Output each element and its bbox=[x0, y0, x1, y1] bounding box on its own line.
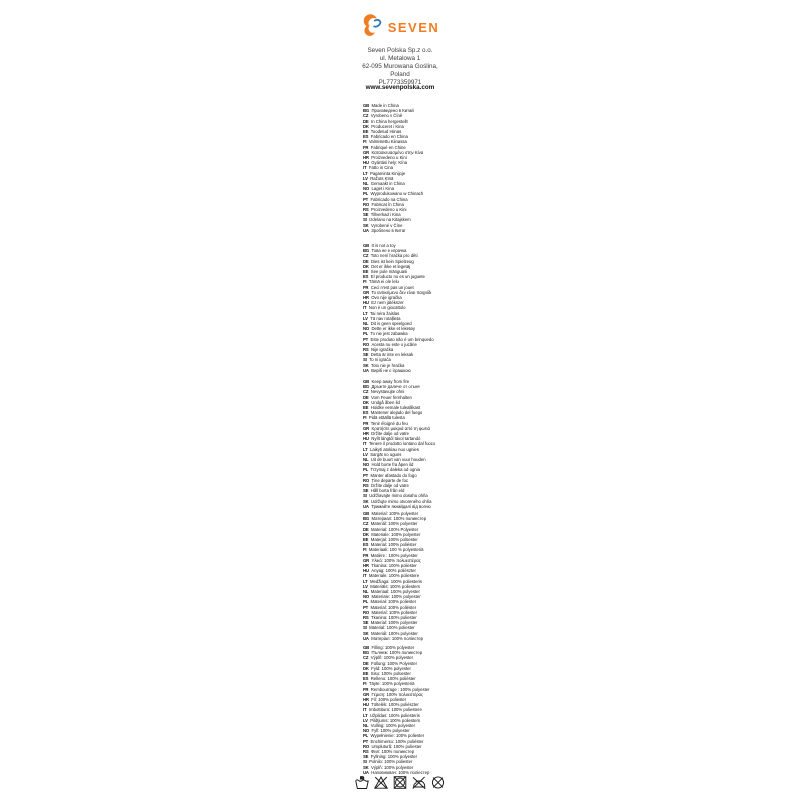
language-code: SK bbox=[363, 764, 369, 770]
label-text: Γέμιση: 100% πολυεστέρας bbox=[371, 691, 424, 697]
label-text: Тримайте якнайдалі від вогню bbox=[371, 503, 431, 509]
label-text: Sargāt no uguns bbox=[370, 451, 402, 457]
label-text: Ez nem játékszer bbox=[371, 300, 404, 306]
language-code: NL bbox=[363, 589, 369, 595]
address-line: 62-095 Murowana Goślina, bbox=[362, 62, 438, 70]
label-text: Matière : 100% polyester bbox=[370, 552, 418, 558]
language-code: PL bbox=[363, 599, 369, 605]
language-code: FI bbox=[363, 547, 367, 553]
label-text: Izdelano na Kitajskem bbox=[369, 217, 411, 223]
label-text: Material: 100% polyester bbox=[371, 511, 419, 516]
label-text: Materiał: 100% poliester bbox=[370, 599, 417, 605]
label-text: Produceret i Kina bbox=[371, 123, 404, 129]
language-code: EE bbox=[363, 671, 369, 677]
language-code: ES bbox=[363, 676, 369, 682]
label-text: Пълнеж: 100% полиестер bbox=[371, 650, 423, 656]
language-code: GB bbox=[363, 103, 369, 108]
label-text: Materiāls: 100% poliesters bbox=[370, 583, 421, 589]
language-code: LV bbox=[363, 583, 368, 589]
language-code: NL bbox=[363, 457, 369, 463]
language-code: LT bbox=[363, 310, 368, 316]
label-text: Произведено в Китай bbox=[371, 108, 414, 114]
label-text: Materiál: 100% polyester bbox=[370, 521, 418, 527]
text-block-filling bbox=[363, 645, 473, 775]
language-code: GR bbox=[363, 289, 369, 295]
language-code: FR bbox=[363, 144, 369, 150]
label-text: Material: 100% Polyester bbox=[371, 526, 419, 532]
label-text: Наповнювач: 100% поліестер bbox=[371, 769, 430, 775]
label-text: Това не е играчка bbox=[371, 248, 407, 254]
language-code: IT bbox=[363, 441, 367, 447]
language-code: DK bbox=[363, 531, 369, 537]
language-code: FR bbox=[363, 284, 369, 290]
language-code: NO bbox=[363, 728, 369, 734]
label-text: Material: 100% poliéster bbox=[370, 604, 417, 610]
label-text: Tenir éloigné du feu bbox=[370, 420, 408, 426]
label-text: Fabricado en China bbox=[370, 134, 408, 140]
address-line: ul. Metalowa 1 bbox=[379, 54, 421, 62]
label-text: Sisu: 100% polüester bbox=[370, 671, 411, 677]
hand-wash-icon bbox=[355, 775, 370, 790]
language-code: SI bbox=[363, 357, 367, 363]
label-text: Tai nėra žaislas bbox=[369, 310, 400, 316]
label-text: Tkanina: 100% poliester bbox=[371, 615, 417, 621]
language-code: BG bbox=[363, 384, 369, 390]
label-text: Udržiavajte mimo dosahu ohňa bbox=[369, 493, 428, 499]
label-text: Täyte: 100% polyesteriä bbox=[368, 681, 415, 687]
label-text: Acesta nu este o jucărie bbox=[371, 341, 417, 347]
brand-logo-text: SEVEN bbox=[387, 20, 440, 35]
label-text: Výplň: 100% polyester bbox=[370, 655, 414, 661]
language-code: HU bbox=[363, 300, 369, 306]
language-code: BG bbox=[363, 108, 369, 114]
label-text: Material: 100% poliester bbox=[371, 609, 418, 615]
label-line bbox=[363, 636, 473, 641]
language-code: FI bbox=[363, 415, 367, 421]
language-code: LV bbox=[363, 451, 368, 457]
label-text: Non è un giocattolo bbox=[368, 305, 406, 311]
label-line bbox=[363, 504, 473, 509]
do-not-tumble-dry-icon bbox=[393, 775, 408, 790]
label-text: Gemaakt in China bbox=[370, 181, 405, 187]
do-not-bleach-icon bbox=[374, 775, 389, 790]
language-code: UA bbox=[363, 503, 369, 509]
label-text: Pildījums: 100% poliesters bbox=[370, 717, 421, 723]
label-text: Fyllning: 100% polyester bbox=[370, 754, 418, 760]
label-text: Fabriqué en Chine bbox=[370, 144, 406, 150]
label-text: Vyrobeno v Číně bbox=[370, 113, 403, 119]
label-line bbox=[363, 228, 473, 233]
label-text: Držite dalje od vatre bbox=[371, 483, 409, 489]
language-code: GB bbox=[363, 243, 369, 248]
language-code: NL bbox=[363, 723, 369, 729]
language-code: CZ bbox=[363, 389, 369, 395]
language-code: LV bbox=[363, 175, 368, 181]
language-code: HR bbox=[363, 563, 369, 569]
language-code: RS bbox=[363, 483, 369, 489]
label-text: Κρατήστε μακριά από τη φωτιά bbox=[371, 425, 430, 431]
language-code: NO bbox=[363, 594, 369, 600]
label-text: Proizvedeno u Kini bbox=[371, 207, 407, 213]
label-text: Užpildas: 100% poliesteris bbox=[369, 712, 420, 718]
language-code: SI bbox=[363, 493, 367, 499]
language-code: PT bbox=[363, 472, 369, 478]
language-code: RO bbox=[363, 477, 369, 483]
text-block-made-in-china bbox=[363, 103, 473, 233]
label-text: Υλικό: 100% πολυεστέρας bbox=[371, 557, 421, 563]
label-text: Laget i Kina bbox=[371, 186, 394, 192]
label-text: Tillverkad i Kina bbox=[370, 212, 401, 218]
label-text: Wyprodukowano w Chinach bbox=[370, 191, 424, 197]
language-code: RS bbox=[363, 749, 369, 755]
language-code: SI bbox=[363, 759, 367, 765]
language-code: SE bbox=[363, 212, 369, 218]
language-code: SK bbox=[363, 222, 369, 228]
language-code: GR bbox=[363, 425, 369, 431]
label-text: Tkanina: 100% poliester bbox=[371, 563, 417, 569]
language-code: FR bbox=[363, 686, 369, 692]
language-code: EE bbox=[363, 129, 369, 135]
label-text: Keep away from fire bbox=[371, 379, 410, 384]
language-code: NO bbox=[363, 326, 369, 332]
label-text: Wypełnienie: 100% poliester bbox=[370, 733, 425, 739]
label-text: Udržujte mimo otvoreného ohňa bbox=[371, 498, 432, 504]
language-code: ES bbox=[363, 410, 369, 416]
language-code: BG bbox=[363, 248, 369, 254]
label-text: Nyílt lángtól távol tartandó bbox=[371, 436, 421, 442]
language-code: PT bbox=[363, 738, 369, 744]
address-line: PL7773359971 bbox=[378, 78, 422, 86]
language-code: ES bbox=[363, 274, 369, 280]
label-text: Vom Feuer fernhalten bbox=[371, 394, 412, 400]
language-code: PL bbox=[363, 733, 369, 739]
language-code: FI bbox=[363, 139, 367, 145]
language-code: LT bbox=[363, 446, 368, 452]
label-text: Зроблено в Китаї bbox=[371, 227, 406, 233]
label-text: Trzymaj z daleka od ognia bbox=[370, 467, 420, 473]
language-code: SK bbox=[363, 630, 369, 636]
language-code: IT bbox=[363, 707, 367, 713]
language-code: FR bbox=[363, 420, 369, 426]
label-text: Fabricado na China bbox=[370, 196, 408, 202]
language-code: UA bbox=[363, 227, 369, 233]
language-code: DK bbox=[363, 665, 369, 671]
label-text: Materjal: 100% polüester bbox=[370, 537, 418, 543]
language-code: SE bbox=[363, 352, 369, 358]
language-code: UA bbox=[363, 367, 369, 373]
language-code: GB bbox=[363, 645, 369, 650]
label-text: Vyrobené v Číne bbox=[371, 222, 403, 228]
language-code: HR bbox=[363, 295, 369, 301]
label-text: Tämä ei ole lelu bbox=[368, 279, 399, 285]
language-code: ES bbox=[363, 134, 369, 140]
label-text: Proizvedeno u Kini bbox=[371, 155, 407, 161]
label-text: Enchimento: 100% poliéster bbox=[370, 738, 424, 744]
language-code: BG bbox=[363, 650, 369, 656]
label-text: Filling: 100% polyester bbox=[371, 645, 415, 650]
language-code: NO bbox=[363, 462, 369, 468]
label-text: Manter afastado do fogo bbox=[370, 472, 417, 478]
label-text: Κατασκευασμένο στην Κίνα bbox=[371, 149, 424, 155]
label-text: Detta är inte en leksak bbox=[370, 352, 414, 358]
label-text: Материал: 100% полиестер bbox=[371, 516, 427, 522]
label-text: Fabricat în China bbox=[371, 201, 404, 207]
label-text: Dette er ikke et leketøy bbox=[371, 326, 415, 332]
label-text: Materiaali: 100 % polyesteriä bbox=[368, 547, 424, 553]
label-text: Det er ikke et legetøj bbox=[371, 263, 411, 269]
label-text: Дръжте далече от огъня bbox=[371, 384, 420, 390]
language-code: DE bbox=[363, 526, 369, 532]
label-text: Fyll: 100% polyester bbox=[371, 728, 410, 734]
language-code: EE bbox=[363, 405, 369, 411]
label-text: Vulling: 100% polyester bbox=[370, 723, 416, 729]
language-code: DE bbox=[363, 660, 369, 666]
label-text: Матеріал: 100% поліестер bbox=[371, 635, 424, 641]
label-text: Undgå åben ild bbox=[371, 399, 400, 405]
label-text: Materiál: 100% polyester bbox=[371, 630, 418, 636]
label-text: Toodetud Hiinas bbox=[370, 129, 402, 135]
text-block-material bbox=[363, 511, 473, 641]
language-code: PL bbox=[363, 467, 369, 473]
language-code: SI bbox=[363, 217, 367, 223]
company-website: www.sevenpolska.com bbox=[365, 84, 435, 91]
language-code: CZ bbox=[363, 113, 369, 119]
label-text: Håll borta från eld bbox=[370, 488, 405, 494]
language-code: NL bbox=[363, 321, 369, 327]
language-code: SE bbox=[363, 754, 369, 760]
language-code: FI bbox=[363, 681, 367, 687]
language-code: SK bbox=[363, 362, 369, 368]
language-code: GR bbox=[363, 149, 369, 155]
language-code: HU bbox=[363, 436, 369, 442]
label-text: Hold borte fra åpen ild bbox=[371, 462, 414, 468]
language-code: NO bbox=[363, 186, 369, 192]
label-text: Nije igračka bbox=[371, 347, 394, 353]
label-text: Relleno: 100% poliéster bbox=[370, 676, 416, 682]
label-text: Držite dalje od vatre bbox=[371, 431, 410, 437]
do-not-iron-icon bbox=[412, 775, 427, 790]
language-code: UA bbox=[363, 769, 369, 775]
language-code: DK bbox=[363, 263, 369, 269]
language-code: LT bbox=[363, 170, 368, 176]
label-text: Valmistettu Kiinassa bbox=[368, 139, 407, 145]
label-text: Dies ist kein Spielzeug bbox=[371, 258, 414, 264]
label-text: Nevystavujte ohni bbox=[370, 389, 405, 395]
label-text: Laikyti atokiau nuo ugnies bbox=[369, 446, 419, 452]
label-text: Το αντικείμενο δεν είναι παιχνίδι bbox=[371, 289, 432, 295]
language-code: PT bbox=[363, 604, 369, 610]
label-text: Rembourrage : 100% polyester bbox=[370, 686, 430, 692]
language-code: LT bbox=[363, 712, 368, 718]
language-code: DE bbox=[363, 394, 369, 400]
label-text: Imbottitura: 100% poliestere bbox=[368, 707, 422, 713]
language-code: HR bbox=[363, 697, 369, 703]
language-code: HR bbox=[363, 155, 369, 161]
language-code: DE bbox=[363, 118, 369, 124]
label-text: Medžiaga: 100% poliesteris bbox=[369, 578, 422, 584]
seven-butterfly-logo-icon bbox=[361, 13, 385, 42]
language-code: RO bbox=[363, 609, 369, 615]
label-text: Tenere il prodotto lontano dal fuoco bbox=[368, 441, 436, 447]
company-address bbox=[320, 47, 480, 87]
language-code: RS bbox=[363, 615, 369, 621]
label-text: Materiale: 100% polyester bbox=[371, 594, 421, 600]
text-block-keep-away-from-fire bbox=[363, 379, 473, 509]
label-text: Dit is geen speelgoed bbox=[370, 321, 412, 327]
label-text: Фил: 100% полиестер bbox=[371, 749, 415, 755]
label-text: Výplň: 100% polyester bbox=[371, 764, 414, 770]
label-text: Uit de buurt van vuur houden bbox=[370, 457, 426, 463]
label-text: Material: 100% poliester bbox=[369, 625, 415, 631]
language-code: SK bbox=[363, 498, 369, 504]
language-code: GR bbox=[363, 691, 369, 697]
label-text: Toto není hračka pro děti bbox=[370, 253, 418, 259]
language-code: BG bbox=[363, 516, 369, 522]
label-text: Tā nav rotaļlieta bbox=[370, 315, 401, 321]
language-code: ES bbox=[363, 542, 369, 548]
language-code: FI bbox=[363, 279, 367, 285]
label-text: Made in China bbox=[371, 103, 399, 108]
label-text: Polnilo: 100% poliester bbox=[369, 759, 413, 765]
language-code: RO bbox=[363, 341, 369, 347]
language-code: HU bbox=[363, 568, 369, 574]
label-text: Fyld: 100% polyester bbox=[371, 665, 411, 671]
language-code: PL bbox=[363, 191, 369, 197]
language-code: PT bbox=[363, 336, 369, 342]
language-code: RS bbox=[363, 207, 369, 213]
label-text: Ovo nije igračka bbox=[371, 295, 402, 301]
label-text: In China hergestellt bbox=[371, 118, 408, 124]
label-text: Виріб не є іграшкою bbox=[371, 367, 411, 373]
label-text: Mantener alejado del fuego bbox=[370, 410, 423, 416]
label-text: Umplutură: 100% poliester bbox=[371, 743, 422, 749]
label-text: To ni igrača bbox=[369, 357, 391, 363]
label-text: Fatto in Cina bbox=[368, 165, 393, 171]
address-line: Poland bbox=[390, 70, 410, 78]
language-code: LV bbox=[363, 717, 368, 723]
label-text: Töltelék: 100% poliészter bbox=[371, 702, 419, 708]
language-code: DK bbox=[363, 123, 369, 129]
language-code: SE bbox=[363, 488, 369, 494]
language-code: GB bbox=[363, 379, 369, 384]
language-code: RO bbox=[363, 743, 369, 749]
label-text: Toto nie je hračka bbox=[371, 362, 405, 368]
text-block-not-a-toy bbox=[363, 243, 473, 373]
label-text: Pagaminta Kinijoje bbox=[369, 170, 406, 176]
language-code: FR bbox=[363, 552, 369, 558]
care-symbols-row bbox=[355, 775, 446, 790]
language-code: SE bbox=[363, 620, 369, 626]
label-text: See pole mänguasi bbox=[370, 269, 408, 275]
label-text: Materiaal: 100% polyester bbox=[370, 589, 420, 595]
do-not-dry-clean-icon bbox=[431, 775, 446, 790]
label-text: Pidä etäällä tulesta bbox=[368, 415, 405, 421]
label-text: Ražots Ķīnā bbox=[370, 175, 394, 181]
language-code: IT bbox=[363, 573, 367, 579]
label-text: Hoidke eemale tuleallikast bbox=[370, 405, 421, 411]
label-text: To nie jest zabawka bbox=[370, 331, 408, 337]
label-text: Anyag: 100% poliészter bbox=[371, 568, 416, 574]
language-code: EE bbox=[363, 537, 369, 543]
label-text: Fil: 100% poliester bbox=[371, 697, 407, 703]
label-text: It is not a toy bbox=[371, 243, 396, 248]
language-code: RO bbox=[363, 201, 369, 207]
language-code: UA bbox=[363, 635, 369, 641]
label-text: Füllung: 100% Polyester bbox=[371, 660, 418, 666]
label-text: Ceci n'est pas un jouet bbox=[370, 284, 414, 290]
language-code: HU bbox=[363, 702, 369, 708]
address-line: Seven Polska Sp.z o.o. bbox=[367, 47, 433, 54]
label-text: Material: 100% polyester bbox=[370, 620, 418, 626]
language-code: HU bbox=[363, 160, 369, 166]
language-code: IT bbox=[363, 165, 367, 171]
language-code: CZ bbox=[363, 253, 369, 259]
label-text: Materiale: 100% poliestere bbox=[368, 573, 420, 579]
language-code: GB bbox=[363, 511, 369, 516]
brand-logo bbox=[361, 13, 440, 42]
language-code: CZ bbox=[363, 521, 369, 527]
label-text: El producto no es un juguete bbox=[370, 274, 425, 280]
language-code: PT bbox=[363, 196, 369, 202]
language-code: CZ bbox=[363, 655, 369, 661]
language-code: LV bbox=[363, 315, 368, 321]
language-code: DE bbox=[363, 258, 369, 264]
label-text: Materiale: 100% polyester bbox=[371, 531, 421, 537]
language-code: NL bbox=[363, 181, 369, 187]
language-code: SI bbox=[363, 625, 367, 631]
label-line bbox=[363, 368, 473, 373]
label-text: Material: 100% poliéster bbox=[370, 542, 417, 548]
language-code: EE bbox=[363, 269, 369, 275]
language-code: LT bbox=[363, 578, 368, 584]
label-text: Gyártási hely: Kína bbox=[371, 160, 408, 166]
label-text: Este produto não é um brinquedo bbox=[370, 336, 434, 342]
language-code: IT bbox=[363, 305, 367, 311]
language-code: DK bbox=[363, 399, 369, 405]
language-code: GR bbox=[363, 557, 369, 563]
language-code: RS bbox=[363, 347, 369, 353]
language-code: PL bbox=[363, 331, 369, 337]
label-text: Ține departe de foc bbox=[371, 477, 409, 483]
language-code: HR bbox=[363, 431, 369, 437]
